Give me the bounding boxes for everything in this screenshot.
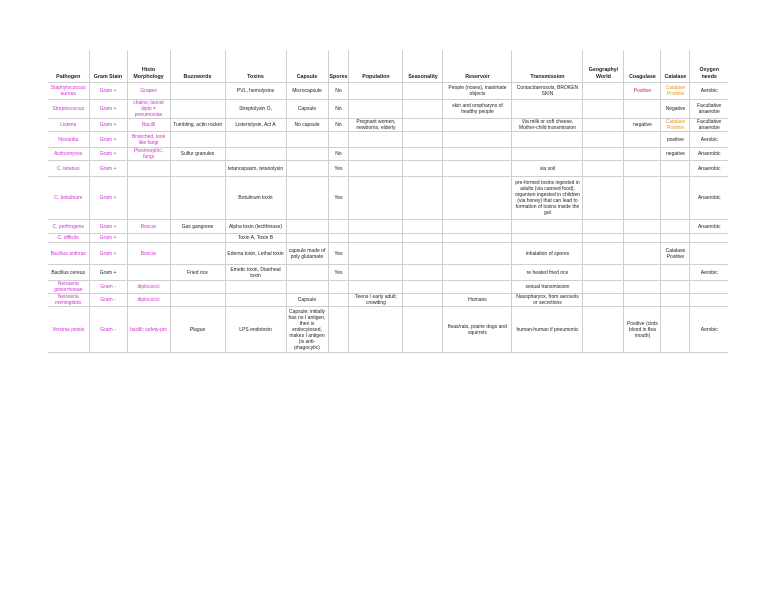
table-cell[interactable]: No [328,100,349,119]
table-cell[interactable]: No [328,119,349,132]
table-cell[interactable] [624,265,661,281]
table-cell[interactable]: Yes [328,243,349,265]
table-cell[interactable] [512,234,583,243]
table-cell[interactable]: PVL, hemolysins [225,83,286,100]
table-cell[interactable] [349,148,403,161]
table-cell[interactable] [328,234,349,243]
pathogen-name-cell[interactable]: Neisseria gonorrhoeae [48,281,89,294]
table-cell[interactable] [127,177,170,220]
table-cell[interactable] [512,132,583,148]
table-cell[interactable] [661,234,690,243]
table-cell[interactable]: Streptolysin O, [225,100,286,119]
table-cell[interactable]: Teens / early adult; crowding [349,294,403,307]
table-cell[interactable] [690,294,728,307]
table-cell[interactable] [583,177,624,220]
column-header[interactable]: Coagulase [624,50,661,83]
table-cell[interactable] [170,234,225,243]
table-cell[interactable] [583,265,624,281]
table-cell[interactable] [286,148,328,161]
table-cell[interactable] [443,281,512,294]
table-cell[interactable]: Gram - [89,294,127,307]
table-cell[interactable]: Gram + [89,243,127,265]
table-cell[interactable] [349,243,403,265]
table-cell[interactable]: Via milk or soft cheese, Mother-child transmission [512,119,583,132]
pathogen-name-cell[interactable]: C. difficile [48,234,89,243]
table-cell[interactable]: Sulfur granules [170,148,225,161]
table-cell[interactable]: Gram - [89,307,127,353]
table-cell[interactable]: diplococci [127,281,170,294]
table-cell[interactable]: Gram + [89,83,127,100]
column-header[interactable]: Transmission [512,50,583,83]
table-cell[interactable]: Gram + [89,234,127,243]
table-cell[interactable]: Negative [661,100,690,119]
table-cell[interactable] [443,220,512,234]
table-cell[interactable] [443,177,512,220]
table-cell[interactable]: Facultative anaerobe [690,100,728,119]
table-cell[interactable] [403,119,443,132]
column-header[interactable]: Gram Stain [89,50,127,83]
table-cell[interactable] [170,177,225,220]
table-cell[interactable]: Gram + [89,119,127,132]
table-cell[interactable]: fleas/rats, prairie dogs and squirrels [443,307,512,353]
table-cell[interactable] [349,265,403,281]
table-cell[interactable] [583,119,624,132]
table-cell[interactable]: Capsule; initially has no I antigen, then is endocytosed, makes I antigen (is anti-phagocytic) [286,307,328,353]
pathogen-name-cell[interactable]: Listeria [48,119,89,132]
table-cell[interactable]: Fried rice [170,265,225,281]
table-cell[interactable] [403,100,443,119]
table-cell[interactable] [661,220,690,234]
table-cell[interactable] [661,161,690,177]
table-cell[interactable] [127,161,170,177]
table-cell[interactable] [328,294,349,307]
table-cell[interactable]: Emetic toxin, Diarrheal toxin [225,265,286,281]
table-cell[interactable]: No capsule [286,119,328,132]
table-cell[interactable]: bacilli; safety-pin [127,307,170,353]
table-cell[interactable] [512,148,583,161]
table-cell[interactable]: Gram + [89,148,127,161]
table-cell[interactable]: Toxin A, Toxin B [225,234,286,243]
table-cell[interactable]: Aerobic [690,265,728,281]
table-cell[interactable] [349,234,403,243]
table-cell[interactable] [349,281,403,294]
table-cell[interactable]: Yes [328,177,349,220]
column-header[interactable]: Buzzwords [170,50,225,83]
table-cell[interactable]: Gram + [89,100,127,119]
table-cell[interactable]: Nasopharynx, from aerosols or secretions [512,294,583,307]
table-cell[interactable] [661,294,690,307]
pathogen-name-cell[interactable]: Nocardia [48,132,89,148]
table-cell[interactable] [286,161,328,177]
table-cell[interactable]: sexual transmission [512,281,583,294]
table-cell[interactable]: Microcapsule [286,83,328,100]
table-cell[interactable] [225,132,286,148]
table-cell[interactable] [170,83,225,100]
pathogen-table [48,50,728,353]
table-cell[interactable] [583,132,624,148]
table-row [48,281,728,294]
table-cell[interactable]: skin and oropharynx of healthy people [443,100,512,119]
table-cell[interactable] [661,265,690,281]
table-cell[interactable]: Gram + [89,161,127,177]
column-header[interactable]: Reservoir [443,50,512,83]
table-cell[interactable]: Anaerobic [690,161,728,177]
table-cell[interactable]: Gas gangrene [170,220,225,234]
table-cell[interactable]: negative [661,148,690,161]
table-cell[interactable] [443,119,512,132]
table-cell[interactable]: Pleomorphic, fungi [127,148,170,161]
table-cell[interactable] [512,220,583,234]
table-cell[interactable] [403,148,443,161]
table-cell[interactable] [225,281,286,294]
table-cell[interactable] [443,161,512,177]
table-cell[interactable] [349,220,403,234]
table-cell[interactable] [443,265,512,281]
table-cell[interactable]: People (noses), inanimate objects [443,83,512,100]
table-cell[interactable]: Gram - [89,281,127,294]
table-cell[interactable]: Anaerobic [690,148,728,161]
pathogen-name-cell[interactable]: Bacillus anthrax [48,243,89,265]
table-cell[interactable] [403,294,443,307]
table-cell[interactable] [624,148,661,161]
table-cell[interactable]: Positive (clots blood in flea mouth) [624,307,661,353]
table-cell[interactable]: Humans [443,294,512,307]
table-cell[interactable]: Yes [328,265,349,281]
table-cell[interactable] [583,100,624,119]
column-header[interactable]: Geography/ World [583,50,624,83]
table-cell[interactable]: Aerobic [690,83,728,100]
table-cell[interactable] [624,243,661,265]
table-cell[interactable] [624,234,661,243]
table-cell[interactable]: Boxcar [127,220,170,234]
table-cell[interactable]: Gram + [89,220,127,234]
table-cell[interactable] [624,100,661,119]
pathogen-name-cell[interactable]: C. perfringens [48,220,89,234]
table-cell[interactable]: Facultative anaerobe [690,119,728,132]
table-cell[interactable] [403,161,443,177]
pathogen-name-cell[interactable]: Bacillus cereus [48,265,89,281]
table-cell[interactable] [225,148,286,161]
table-cell[interactable]: Pregnant women, newborns, elderly [349,119,403,132]
table-cell[interactable]: Catalase Positive [661,119,690,132]
table-cell[interactable] [583,243,624,265]
table-cell[interactable]: No [328,83,349,100]
table-cell[interactable]: LPS endotoxin [225,307,286,353]
table-cell[interactable]: inhalation of spores [512,243,583,265]
table-cell[interactable] [349,83,403,100]
table-cell[interactable]: No [328,148,349,161]
table-cell[interactable] [286,132,328,148]
table-cell[interactable]: Boxcar [127,243,170,265]
table-cell[interactable]: negative [624,119,661,132]
table-cell[interactable] [624,294,661,307]
table-cell[interactable]: Grapes [127,83,170,100]
table-cell[interactable] [286,220,328,234]
pathogen-name-cell[interactable]: Actinomyces [48,148,89,161]
table-cell[interactable] [661,307,690,353]
table-cell[interactable]: positive [661,132,690,148]
column-header[interactable]: Seasonality [403,50,443,83]
table-cell[interactable] [690,243,728,265]
column-header[interactable]: Toxins [225,50,286,83]
table-row [48,294,728,307]
table-cell[interactable] [127,234,170,243]
table-cell[interactable] [690,234,728,243]
table-cell[interactable] [583,83,624,100]
table-cell[interactable] [170,161,225,177]
pathogen-name-cell[interactable]: C. botulinum [48,177,89,220]
table-cell[interactable]: Botulinum toxin [225,177,286,220]
table-row [48,119,728,132]
table-cell[interactable] [170,100,225,119]
table-cell[interactable] [403,132,443,148]
table-row [48,83,728,100]
column-header[interactable]: Oxygen needs [690,50,728,83]
table-cell[interactable] [624,161,661,177]
table-cell[interactable]: Gram + [89,265,127,281]
table-row [48,234,728,243]
table-cell[interactable] [624,281,661,294]
table-cell[interactable] [170,132,225,148]
table-cell[interactable] [403,307,443,353]
table-cell[interactable] [403,265,443,281]
table-cell[interactable] [170,243,225,265]
table-cell[interactable] [225,294,286,307]
column-header[interactable]: Histo Morphology [127,50,170,83]
table-cell[interactable]: Anaerobic [690,220,728,234]
table-cell[interactable] [403,220,443,234]
table-cell[interactable] [349,132,403,148]
table-cell[interactable] [286,234,328,243]
table-cell[interactable]: Aerobic [690,132,728,148]
table-cell[interactable] [403,83,443,100]
table-cell[interactable] [403,243,443,265]
table-row [48,100,728,119]
table-cell[interactable]: Anaerobic [690,177,728,220]
table-cell[interactable] [443,234,512,243]
table-cell[interactable] [170,294,225,307]
table-cell[interactable] [286,177,328,220]
table-cell[interactable] [403,281,443,294]
table-cell[interactable]: human-human if pneumonic [512,307,583,353]
table-cell[interactable]: Bacilli [127,119,170,132]
table-cell[interactable] [583,161,624,177]
table-row [48,307,728,353]
pathogen-name-cell[interactable]: Yersinia pestis [48,307,89,353]
table-cell[interactable] [583,220,624,234]
table-cell[interactable] [443,243,512,265]
table-cell[interactable] [328,307,349,353]
table-cell[interactable] [403,177,443,220]
table-row [48,243,728,265]
table-cell[interactable] [328,220,349,234]
column-header[interactable]: Catalase [661,50,690,83]
table-cell[interactable]: Contact/aerosols, BROKEN SKIN [512,83,583,100]
table-cell[interactable] [583,148,624,161]
table-cell[interactable]: Branched, look like fungi [127,132,170,148]
table-cell[interactable] [661,177,690,220]
table-cell[interactable]: pre-formed toxins ingested in adults (via canned food), organism ingested in children (via honey) that can lead to formation of toxins inside the gut [512,177,583,220]
column-header[interactable]: Spores [328,50,349,83]
pathogen-name-cell[interactable]: C. tetanus [48,161,89,177]
table-cell[interactable] [403,234,443,243]
table-cell[interactable] [583,307,624,353]
table-cell[interactable] [170,281,225,294]
table-cell[interactable]: tetanospasm, tetanolysin [225,161,286,177]
table-cell[interactable]: Edema toxin, Lethal toxin [225,243,286,265]
header-row [48,50,728,83]
table-cell[interactable] [583,281,624,294]
table-cell[interactable]: Catalase Positive [661,83,690,100]
table-cell[interactable] [443,148,512,161]
pathogen-name-cell[interactable]: Staphylococcus aureus [48,83,89,100]
table-row [48,265,728,281]
table-cell[interactable] [624,132,661,148]
table-cell[interactable]: Listeriolysin, Act A [225,119,286,132]
pathogen-name-cell[interactable]: Neisseria meningitidis [48,294,89,307]
column-header[interactable]: Pathogen [48,50,89,83]
column-header[interactable]: Population [349,50,403,83]
table-cell[interactable] [328,132,349,148]
table-row [48,148,728,161]
table-cell[interactable]: chains; lancet diplo = pneumoniae [127,100,170,119]
column-header[interactable]: Capsule [286,50,328,83]
table-cell[interactable] [349,307,403,353]
table-cell[interactable] [443,132,512,148]
table-cell[interactable]: via soil [512,161,583,177]
table-cell[interactable]: Catalase Positive [661,243,690,265]
table-cell[interactable]: Capsule [286,294,328,307]
table-cell[interactable]: Aerobic [690,307,728,353]
table-cell[interactable]: Capsule [286,100,328,119]
table-cell[interactable] [661,281,690,294]
table-cell[interactable]: capsule made of poly glutamate [286,243,328,265]
table-cell[interactable] [349,100,403,119]
table-cell[interactable] [624,177,661,220]
table-cell[interactable] [690,281,728,294]
table-cell[interactable] [127,265,170,281]
table-row [48,132,728,148]
table-cell[interactable]: diplococci [127,294,170,307]
table-cell[interactable]: Gram + [89,177,127,220]
table-row [48,177,728,220]
table-cell[interactable] [286,281,328,294]
table-cell[interactable] [583,294,624,307]
table-cell[interactable] [349,177,403,220]
table-cell[interactable] [349,161,403,177]
table-cell[interactable]: Gram + [89,132,127,148]
table-cell[interactable]: re heated fried rice [512,265,583,281]
table-cell[interactable] [583,234,624,243]
table-cell[interactable]: Alpha toxin (lecithinase) [225,220,286,234]
table-row [48,220,728,234]
table-cell[interactable] [286,265,328,281]
table-cell[interactable]: Plague [170,307,225,353]
table-row [48,161,728,177]
table-cell[interactable]: Positive [624,83,661,100]
table-cell[interactable] [328,281,349,294]
table-cell[interactable] [512,100,583,119]
table-body [48,83,728,353]
table-cell[interactable] [624,220,661,234]
table-cell[interactable]: Yes [328,161,349,177]
table-cell[interactable]: Tumbling, actin rocket [170,119,225,132]
pathogen-name-cell[interactable]: Streptococcus [48,100,89,119]
